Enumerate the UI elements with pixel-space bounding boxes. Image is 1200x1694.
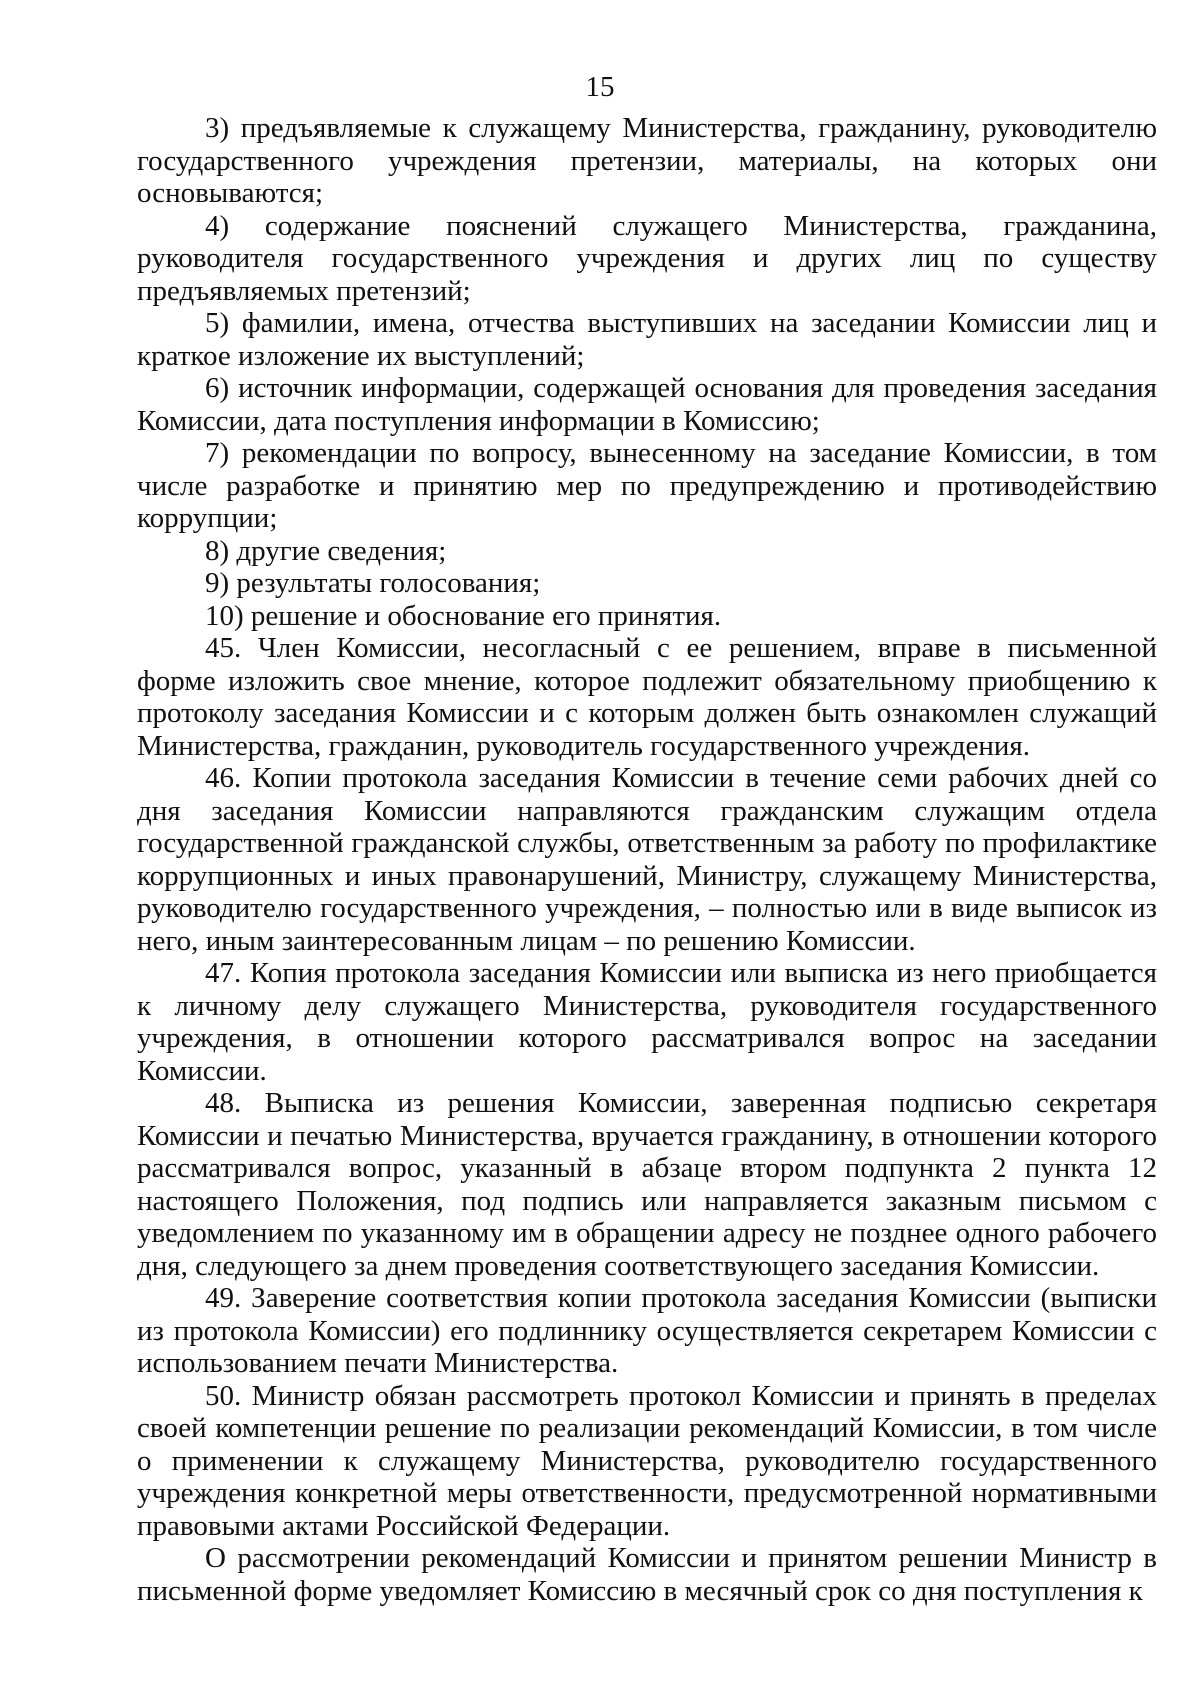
clause-48: 48. Выписка из решения Комиссии, заверенная подписью секретаря Комиссии и печатью Министерства, вручается гражданину, в отношении которого рассматривался вопрос, указанный в абзаце втором подпункта 2 пункта 12 настоящего Положения, под подпись или направляется заказным письмом с уведомлением по указанному им в обращении адресу не позднее одного рабочего дня, следующего за днем проведения соответствующего заседания Комиссии. [137, 1087, 1157, 1282]
list-item-5: 5) фамилии, имена, отчества выступивших на заседании Комиссии лиц и краткое изложение их выступлений; [137, 307, 1157, 372]
clause-50-continuation: О рассмотрении рекомендаций Комиссии и принятом решении Министр в письменной форме уведомляет Комиссию в месячный срок со дня поступления к [137, 1542, 1157, 1607]
list-item-9: 9) результаты голосования; [205, 567, 541, 599]
clause-46: 46. Копии протокола заседания Комиссии в течение семи рабочих дней со дня заседания Комиссии направляются гражданским служащим отдела государственной гражданской службы, ответственным за работу по профилактике коррупционных и иных правонарушений, Министру, служащему Министерства, руководителю государственного учреждения, – полностью или в виде выписок из него, иным заинтересованным лицам – по решению Комиссии. [137, 762, 1157, 957]
list-item-10: 10) решение и обоснование его принятия. [205, 599, 722, 632]
page-number: 15 [585, 71, 615, 103]
document-body [137, 112, 1157, 1607]
list-item-7: 7) рекомендации по вопросу, вынесенному на заседание Комиссии, в том числе разработке и принятию мер по предупреждению и противодействию коррупции; [137, 437, 1157, 534]
list-item-6: 6) источник информации, содержащей основания для проведения заседания Комиссии, дата поступления информации в Комиссию; [137, 372, 1157, 437]
clause-50: 50. Министр обязан рассмотреть протокол Комиссии и принять в пределах своей компетенции решение по реализации рекомендаций Комиссии, в том числе о применении к служащему Министерства, руководителю государственного учреждения конкретной меры ответственности, предусмотренной нормативными правовыми актами Российской Федерации. [137, 1379, 1157, 1542]
list-item-8: 8) другие сведения; [205, 534, 447, 567]
clause-47: 47. Копия протокола заседания Комиссии или выписка из него приобщается к личному делу служащего Министерства, руководителя государственного учреждения, в отношении которого рассматривался вопрос на заседании Комиссии. [137, 957, 1157, 1087]
list-item-4: 4) содержание пояснений служащего Министерства, гражданина, руководителя государственного учреждения и других лиц по существу предъявляемых претензий; [137, 209, 1157, 307]
clause-49: 49. Заверение соответствия копии протокола заседания Комиссии (выписки из протокола Комиссии) его подлиннику осуществляется секретарем Комиссии с использованием печати Министерства. [137, 1282, 1157, 1379]
clause-45: 45. Член Комиссии, несогласный с ее решением, вправе в письменной форме изложить свое мнение, которое подлежит обязательному приобщению к протоколу заседания Комиссии и с которым должен быть ознакомлен служащий Министерства, гражданин, руководитель государственного учреждения. [137, 632, 1157, 762]
list-item-3: 3) предъявляемые к служащему Министерства, гражданину, руководителю государственного учреждения претензии, материалы, на которых они основываются; [137, 112, 1157, 209]
